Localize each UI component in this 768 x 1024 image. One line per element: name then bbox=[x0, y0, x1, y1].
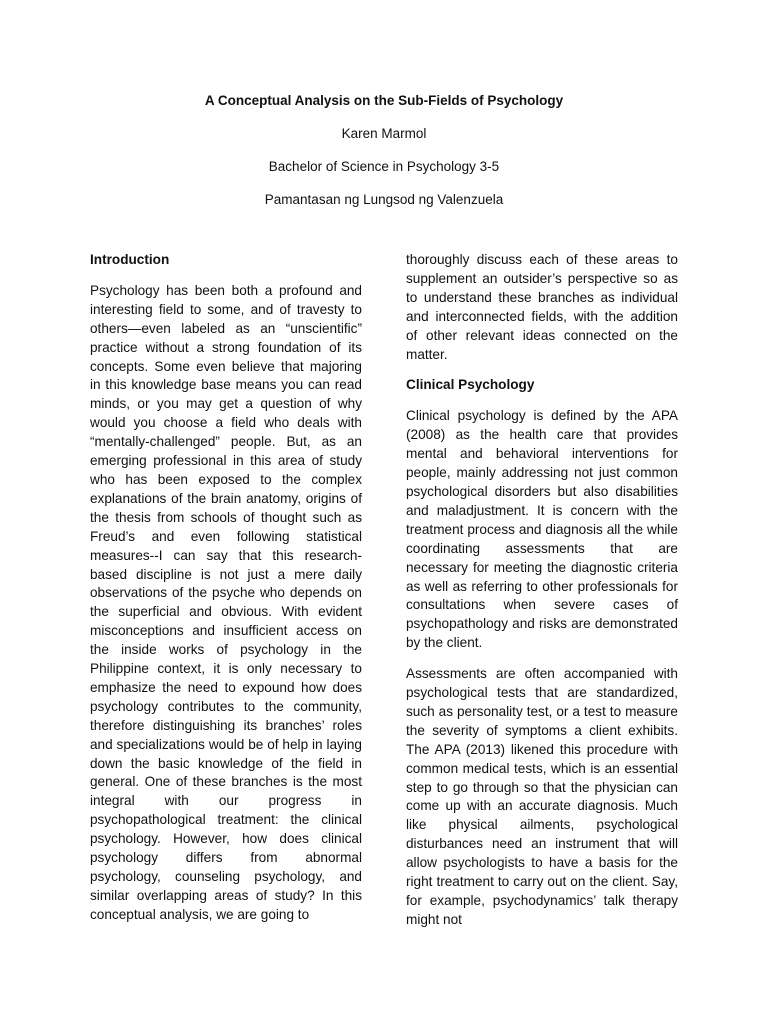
introduction-paragraph: Psychology has been both a profound and interesting field to some, and of travesty to others—even labeled as an “unscientific” practice without a strong foundation of its concepts. Some even believe that majoring in this knowledge base means you can read minds, or you may get a question of why would you choose a field who deals with “mentally-challenged” people. But, as an emerging professional in this area of study who has been exposed to the complex explanations of the brain anatomy, origins of the thesis from schools of thought such as Freud’s and even following statistical measures--I can say that this research-based discipline is not just a mere daily observations of the psyche who depends on the superficial and obvious. With evident misconceptions and insufficient access on the inside works of psychology in the Philippine context, it is only necessary to emphasize the need to expound how does psychology contributes to the community, therefore distinguishing its branches’ roles and specializations would be of help in laying down the basic knowledge of the field in general. One of these branches is the most integral with our progress in psychopathological treatment: the clinical psychology. However, how does clinical psychology differs from abnormal psychology, counseling psychology, and similar overlapping areas of study? In this conceptual analysis, we are going to bbox=[90, 282, 362, 922]
introduction-heading: Introduction bbox=[90, 252, 170, 267]
clinical-paragraph-2: Assessments are often accompanied with psychological tests that are standardized, such as personality test, or a test to measure the severity of symptoms a client exhibits. The APA (2013) likened this procedure with common medical tests, which is an essential step to go through so that the physician can come up with an accurate diagnosis. Much like physical ailments, psychological disturbances need an instrument that will allow psychologists to have a basis for the right treatment to carry out on the client. Say, for example, psychodynamics’ talk therapy might not bbox=[406, 666, 678, 927]
right-column bbox=[406, 251, 678, 942]
introduction-continuation-paragraph: thoroughly discuss each of these areas to supplement an outsider’s perspective so as to understand these branches as individual and interconnected fields, with the addition of other relevant ideas connected on the matter. bbox=[406, 252, 678, 362]
institution-name: Pamantasan ng Lungsod ng Valenzuela bbox=[264, 192, 504, 207]
paper-title: A Conceptual Analysis on the Sub-Fields of Psychology bbox=[204, 93, 564, 108]
author-name: Karen Marmol bbox=[341, 126, 427, 141]
clinical-paragraph-1: Clinical psychology is defined by the APA (2008) as the health care that provides mental and behavioral interventions for people, mainly addressing not just common psychological disorders but also disabilities and maladjustment. It is concern with the treatment process and diagnosis all the while coordinating assessments that are necessary for meeting the diagnostic criteria as well as referring to other professionals for consultations when severe cases of psychopathology and risks are demonstrated by the client. bbox=[406, 408, 678, 651]
degree-program: Bachelor of Science in Psychology 3-5 bbox=[268, 159, 500, 174]
clinical-psychology-heading: Clinical Psychology bbox=[406, 377, 535, 393]
left-column bbox=[90, 251, 362, 937]
title-block bbox=[0, 92, 768, 209]
